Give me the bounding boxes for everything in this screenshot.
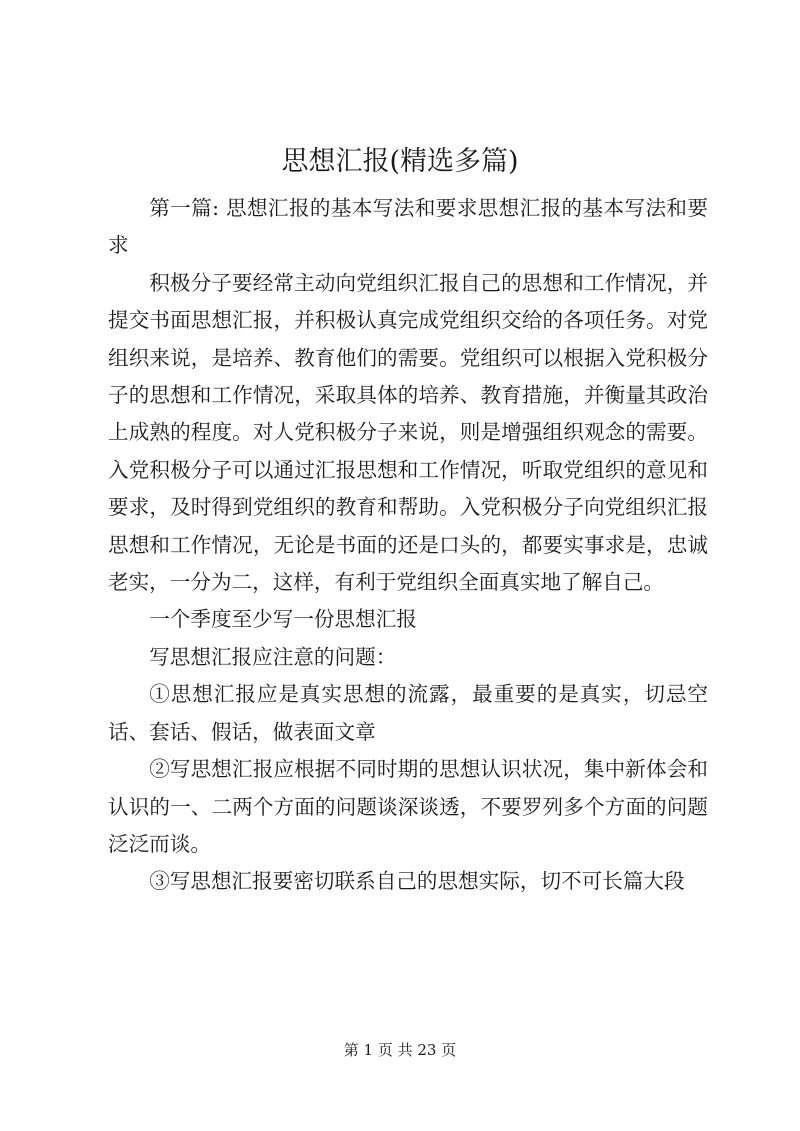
- paragraph: ③写思想汇报要密切联系自己的思想实际，切不可长篇大段: [149, 869, 685, 894]
- paragraph: ①思想汇报应是真实思想的流露，最重要的是真实，切忌空话、套话、假话，做表面文章: [108, 682, 708, 744]
- paragraph: 一个季度至少写一份思想汇报: [149, 607, 417, 632]
- page-footer: 第 1 页 共 23 页: [343, 1041, 457, 1059]
- paragraph: 积极分子要经常主动向党组织汇报自己的思想和工作情况，并提交书面思想汇报，并积极认真完成党组织交给的各项任务。对党组织来说，是培养、教育他们的需要。党组织可以根据入党积极分子的思想和工作情况，采取具体的培养、教育措施，并衡量其政治上成熟的程度。对人党积极分子来说，则是增强组织观念的需要。入党积极分子可以通过汇报思想和工作情况，听取党组织的意见和要求，及时得到党组织的教育和帮助。入党积极分子向党组织汇报思想和工作情况，无论是书面的还是口头的，都要实事求是，忠诚老实，一分为二，这样，有利于党组织全面真实地了解自己。: [108, 270, 708, 595]
- paragraph: 写思想汇报应注意的问题：: [149, 644, 397, 669]
- paragraph: 第一篇: 思想汇报的基本写法和要求思想汇报的基本写法和要求: [108, 196, 708, 258]
- paragraph: ②写思想汇报应根据不同时期的思想认识状况，集中新体会和认识的一、二两个方面的问题谈深谈透，不要罗列多个方面的问题泛泛而谈。: [108, 757, 708, 856]
- document-body: [108, 190, 708, 901]
- document-title: 思想汇报(精选多篇): [281, 146, 519, 177]
